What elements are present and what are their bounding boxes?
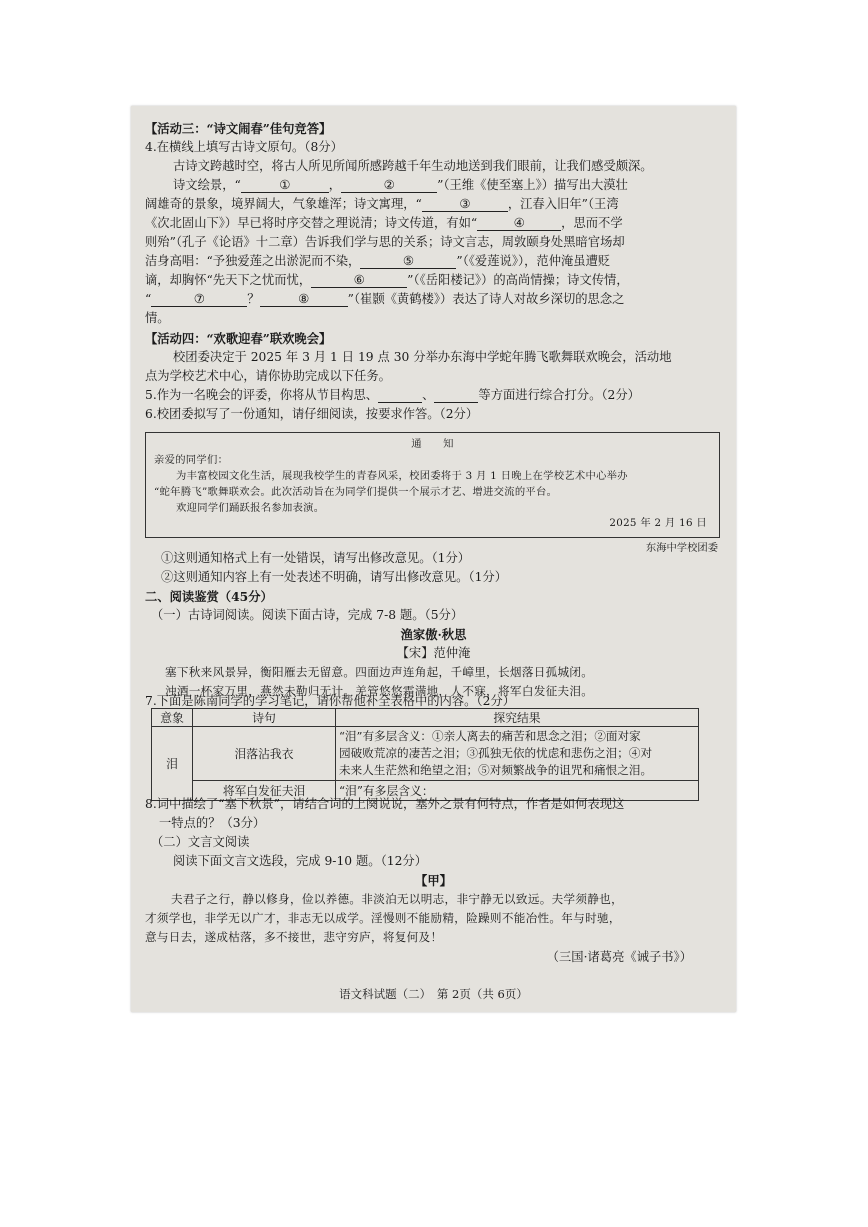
verse-cell: 将军白发征夫泪 [193,781,336,801]
passage-source: （三国·诸葛亮《诫子书》） [546,950,692,964]
study-notes-table [151,708,699,801]
answer-blank-6[interactable]: ⑥ [311,273,407,288]
q4-line-4: 则殆”（孔子《论语》十二章）告诉我们学与思的关系；诗文言志，周敦颐身处黑暗官场却 [145,235,625,249]
part2-intro: 阅读下面文言文选段，完成 9-10 题。（12分） [173,854,427,868]
result-line: 园破败荒凉的凄苦之泪；③孤独无依的忧虑和悲伤之泪；④对 [339,746,653,760]
q8-line-1: 8.词中描绘了“塞下秋景”，请结合词的上阕说说，塞外之景有何特点，作者是如何表现这 [145,797,625,811]
text: ”（王维《使至塞上》）描写出大漠壮 [437,178,628,192]
answer-blank-q5-a[interactable] [378,388,422,403]
answer-blank-7[interactable]: ⑦ [151,292,247,307]
q4-line-8: 情。 [145,311,170,325]
text: 谪，却胸怀“先天下之忧而忧， [145,273,312,287]
answer-blank-1[interactable]: ① [241,178,329,193]
question-6: 6.校团委拟写了一份通知，请仔细阅读，按要求作答。（2分） [145,407,479,421]
notice-body-3: 欢迎同学们踊跃报名参加表演。 [176,502,325,514]
activity4-intro-1: 校团委决定于 2025 年 3 月 1 日 19 点 30 分举办东海中学蛇年腾飞歌舞联欢晚会，活动地 [173,350,672,364]
section2-title: 二、阅读鉴赏（45分） [145,589,273,604]
text: ”（《岳阳楼记》）的高尚情操；诗文传情， [407,273,629,287]
q4-line-6 [145,272,724,289]
q4-line-3 [145,215,724,232]
notice-greeting: 亲爱的同学们： [154,454,229,466]
part2-title: （二）文言文阅读 [151,835,250,849]
answer-blank-2[interactable]: ② [341,178,437,193]
text: ？ [247,292,260,306]
text: ，思而不学 [561,216,623,230]
answer-blank-5[interactable]: ⑤ [360,254,456,269]
text: ， [328,178,342,192]
passage-line-1: 夫君子之行，静以修身，俭以养德。非淡泊无以明志，非宁静无以致远。夫学须静也， [171,892,623,906]
q8-line-2: 一特点的？（3分） [159,816,266,830]
imagery-cell: 泪 [152,727,193,801]
question-4: 4.在横线上填写古诗文原句。（8分） [145,140,343,154]
result-line: “泪”有多层含义：①亲人离去的痛苦和思念之泪；②面对家 [339,729,641,743]
question-7: 7.下面是陈南同学的学习笔记，请你帮他补全表格中的内容。（2分） [145,694,516,708]
poem-author: 【宋】范仲淹 [396,646,471,660]
text: 《次北固山下》）早已将时序交替之理说清；诗文传道，有如“ [145,216,478,230]
q4-line-5 [145,253,724,270]
table-header: 探究结果 [336,709,699,727]
answer-blank-q5-b[interactable] [434,388,478,403]
result-cell [336,727,699,781]
notice-signer: 东海中学校团委 [645,542,718,554]
text: 阔雄奇的景象，境界阔大，气象雄浑；诗文寓理，“ [145,197,422,211]
table-header: 意象 [152,709,193,727]
q4-line-7 [145,291,724,308]
answer-cell[interactable]: “泪”有多层含义： [336,781,699,801]
passage-line-3: 意与日去，遂成枯落，多不接世，悲守穷庐，将复何及！ [145,930,443,944]
table-header: 诗句 [193,709,336,727]
poem-line-1: 塞下秋来风景异，衡阳雁去无留意。四面边声连角起，千嶂里，长烟落日孤城闭。 [165,665,594,679]
activity3-intro: 古诗文跨越时空，将古人所见所闻所感跨越千年生动地送到我们眼前，让我们感受颇深。 [173,159,653,173]
page-footer: 语文科试题（二） 第 2页（共 6页） [339,987,528,1001]
notice-date: 2025 年 2 月 16 日 [609,517,707,529]
notice-box [145,432,720,538]
notice-body-1: 为丰富校园文化生活，展现我校学生的青春风采，校团委将于 3 月 1 日晚上在学校艺术中心举办 [176,470,628,482]
table-header-row [152,709,699,727]
text: ，江春入旧年”（王湾 [507,197,619,211]
poem-line-2: 浊酒一杯家万里，燕然未勒归无计。羌管悠悠霜满地，人不寐，将军白发征夫泪。 [165,684,594,698]
passage-jia-label: 【甲】 [415,873,452,888]
activity4-intro-2: 点为学校艺术中心，请你协助完成以下任务。 [145,369,391,383]
q6-sub-2: ②这则通知内容上有一处表述不明确，请写出修改意见。（1分） [161,570,507,584]
q4-line-2 [145,196,724,213]
table-row [152,727,699,781]
answer-blank-4[interactable]: ④ [477,216,561,231]
q6-sub-1: ①这则通知格式上有一处错误，请写出修改意见。（1分） [161,551,471,565]
notice-body-2: “蛇年腾飞”歌舞联欢会。此次活动旨在为同学们提供一个展示才艺、增进交流的平台。 [154,486,558,498]
text: 等方面进行综合打分。（2分） [478,388,640,402]
text: ”（《爱莲说》），范仲淹虽遭贬 [456,254,611,268]
text: 诗文绘景，“ [173,178,241,192]
activity3-title: 【活动三：“诗文闹春”佳句竞答】 [145,121,332,136]
text: “ [145,292,152,306]
q4-line-1 [173,177,724,194]
part1-title: （一）古诗词阅读。阅读下面古诗，完成 7-8 题。（5分） [151,608,464,622]
text: 洁身高唱：“予独爱莲之出淤泥而不染， [145,254,361,268]
answer-blank-3[interactable]: ③ [422,197,508,212]
activity4-title: 【活动四：“欢歌迎春”联欢晚会】 [145,331,332,346]
result-line: 未来人生茫然和绝望之泪；⑤对频繁战争的诅咒和痛恨之泪。 [339,763,653,777]
text: 、 [422,388,435,402]
exam-page [131,106,736,1012]
answer-blank-8[interactable]: ⑧ [260,292,348,307]
verse-cell: 泪落沾我衣 [193,727,336,781]
text: ”（崔颢《黄鹤楼》）表达了诗人对故乡深切的思念之 [347,292,625,306]
passage-line-2: 才须学也，非学无以广才，非志无以成学。淫慢则不能励精，险躁则不能冶性。年与时驰， [145,911,621,925]
notice-heading: 通 知 [411,438,454,450]
text: 5.作为一名晚会的评委，你将从节目构思、 [145,388,379,402]
question-5 [145,387,724,404]
poem-title: 渔家傲·秋思 [400,627,467,642]
